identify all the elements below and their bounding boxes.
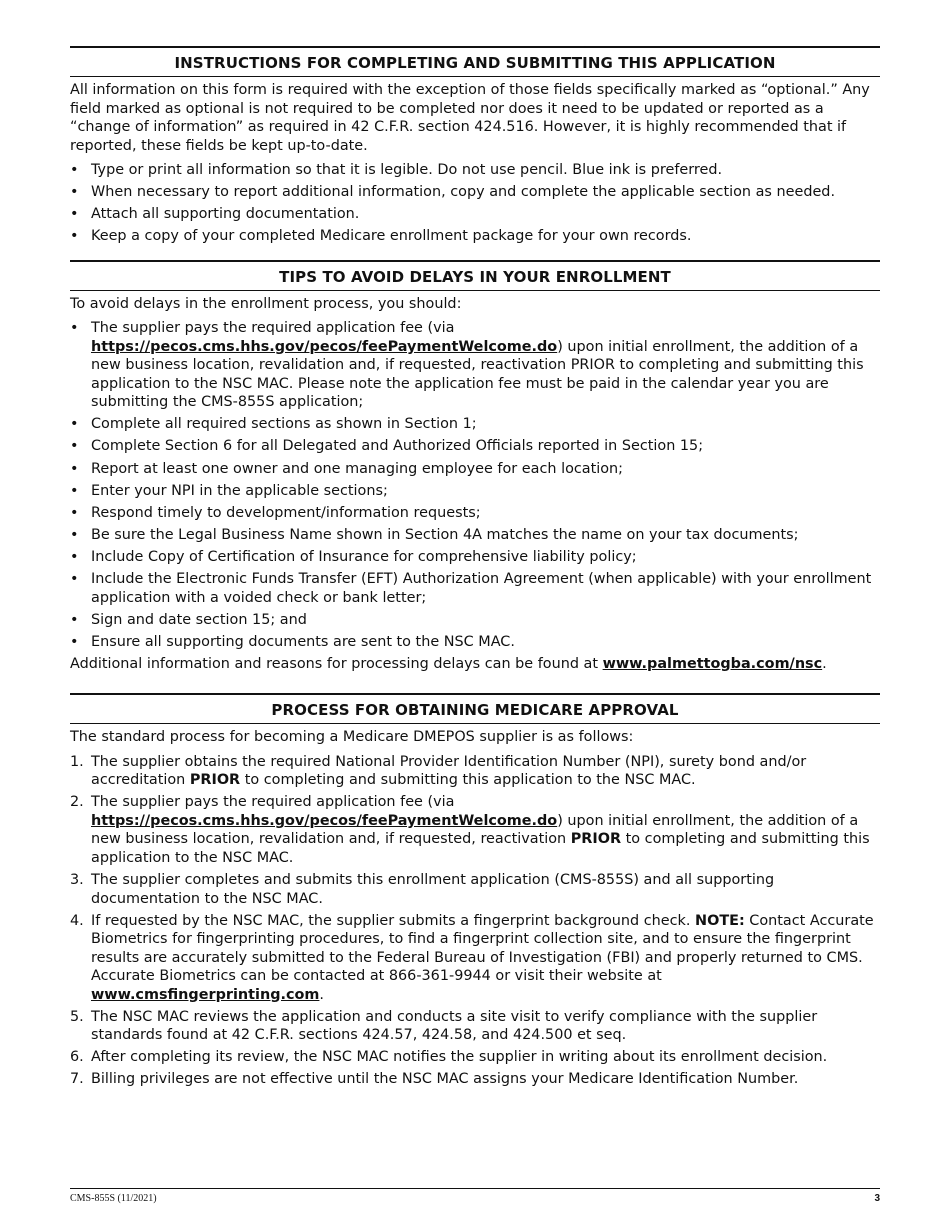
- step-5: 5. The NSC MAC reviews the application and conducts a site visit to verify compliance with the supplier standards found at 42 C.F.R. sections 424.57, 424.58, and 424.500 et seq.: [70, 1008, 818, 1044]
- step-number: 4.: [70, 912, 84, 929]
- bullet-icon: •: [70, 460, 79, 477]
- instructions-intro: All information on this form is required with the exception of those fields specifically marked as “optional.” Any field marked as optional is not required to be completed nor does it need to be updated or reported as a “change of information” as required in 42 C.F.R. section 424.516. However, it is highly recommended that if reported, these fields be kept up-to-date.: [70, 82, 870, 154]
- step-number: 1.: [70, 753, 84, 770]
- list-item: • Sign and date section 15; and: [70, 611, 307, 628]
- page-number: 3: [874, 1193, 880, 1204]
- bullet-icon: •: [70, 416, 79, 433]
- bullet-icon: •: [70, 438, 79, 455]
- list-item: • Type or print all information so that it is legible. Do not use pencil. Blue ink is preferred.: [70, 162, 723, 178]
- process-steps: [70, 753, 880, 1089]
- list-item: • Complete Section 6 for all Delegated and Authorized Officials reported in Section 15;: [70, 438, 704, 455]
- bullet-icon: •: [70, 526, 79, 543]
- list-item: • The supplier pays the required application fee (via https://pecos.cms.hhs.gov/pecos/feePaymentWelcome.do) upon initial enrollment, the addition of a new business location, revalidation and, if requested, reactivation PRIOR to completing and submitting this application to the NSC MAC. Please note the application fee must be paid in the calendar year you are submitting the CMS-855S application;: [70, 320, 864, 411]
- bullet-icon: •: [70, 162, 79, 178]
- step-number: 2.: [70, 794, 84, 811]
- fee-payment-link[interactable]: https://pecos.cms.hhs.gov/pecos/feePaymentWelcome.do: [91, 812, 558, 829]
- bullet-icon: •: [70, 504, 79, 521]
- page-footer: [70, 1188, 880, 1204]
- list-item: • Keep a copy of your completed Medicare enrollment package for your own records.: [70, 228, 692, 245]
- list-item: • Respond timely to development/information requests;: [70, 504, 481, 521]
- bullet-icon: •: [70, 611, 79, 628]
- list-item: • Include the Electronic Funds Transfer (EFT) Authorization Agreement (when applicable) with your enrollment application with a voided check or bank letter;: [70, 571, 872, 606]
- step-2: 2. The supplier pays the required application fee (via https://pecos.cms.hhs.gov/pecos/feePaymentWelcome.do) upon initial enrollment, the addition of a new business location, revalidation and, if requested, reactivation PRIOR to completing and submitting this application to the NSC MAC.: [70, 794, 870, 866]
- form-id: CMS-855S (11/2021): [70, 1193, 157, 1204]
- page-content: [70, 46, 880, 1092]
- palmetto-link[interactable]: www.palmettogba.com/nsc: [602, 655, 823, 672]
- bullet-icon: •: [70, 633, 79, 650]
- list-item: • Enter your NPI in the applicable sections;: [70, 482, 388, 499]
- bullet-icon: •: [70, 320, 79, 337]
- fingerprinting-link[interactable]: www.cmsfingerprinting.com: [91, 986, 320, 1003]
- step-number: 6.: [70, 1049, 84, 1066]
- list-item: • Ensure all supporting documents are sent to the NSC MAC.: [70, 633, 515, 650]
- tips-heading: TIPS TO AVOID DELAYS IN YOUR ENROLLMENT: [70, 260, 880, 291]
- instructions-list: [70, 161, 880, 246]
- tips-intro: To avoid delays in the enrollment process, you should:: [70, 295, 462, 312]
- instructions-heading: INSTRUCTIONS FOR COMPLETING AND SUBMITTING THIS APPLICATION: [70, 46, 880, 77]
- step-6: 6. After completing its review, the NSC MAC notifies the supplier in writing about its enrollment decision.: [70, 1049, 828, 1066]
- step-number: 5.: [70, 1008, 84, 1025]
- bullet-icon: •: [70, 206, 79, 223]
- step-number: 7.: [70, 1071, 84, 1088]
- list-item: • Attach all supporting documentation.: [70, 206, 360, 223]
- bullet-icon: •: [70, 548, 79, 565]
- list-item: • Be sure the Legal Business Name shown in Section 4A matches the name on your tax documents;: [70, 526, 799, 543]
- process-heading: PROCESS FOR OBTAINING MEDICARE APPROVAL: [70, 693, 880, 724]
- bullet-icon: •: [70, 228, 79, 245]
- step-3: 3. The supplier completes and submits this enrollment application (CMS-855S) and all supporting documentation to the NSC MAC.: [70, 872, 775, 907]
- list-item: • When necessary to report additional information, copy and complete the applicable section as needed.: [70, 184, 836, 201]
- bullet-icon: •: [70, 482, 79, 499]
- list-item: • Include Copy of Certification of Insurance for comprehensive liability policy;: [70, 548, 637, 565]
- step-number: 3.: [70, 872, 84, 888]
- step-4: 4. If requested by the NSC MAC, the supplier submits a fingerprint background check. NOTE: Contact Accurate Biometrics for fingerprinting procedures, to find a fingerprint collection site, and to ensure the fingerprint results are accurately submitted to the Federal Bureau of Investigation (FBI) and properly returned to CMS. Accurate Biometrics can be contacted at 866-361-9944 or visit their website at www.cmsfingerprinting.com.: [70, 912, 874, 1003]
- tips-list: [70, 319, 880, 651]
- step-7: 7. Billing privileges are not effective until the NSC MAC assigns your Medicare Identification Number.: [70, 1071, 799, 1088]
- step-1: 1. The supplier obtains the required National Provider Identification Number (NPI), surety bond and/or accreditation PRIOR to completing and submitting this application to the NSC MAC.: [70, 753, 807, 789]
- list-item: • Report at least one owner and one managing employee for each location;: [70, 460, 624, 477]
- fee-payment-link[interactable]: https://pecos.cms.hhs.gov/pecos/feePaymentWelcome.do: [91, 338, 558, 355]
- bullet-icon: •: [70, 184, 79, 201]
- process-intro: The standard process for becoming a Medicare DMEPOS supplier is as follows:: [70, 729, 634, 746]
- tips-closing: Additional information and reasons for processing delays can be found at www.palmettogba.com/nsc.: [70, 655, 827, 672]
- list-item: • Complete all required sections as shown in Section 1;: [70, 416, 477, 433]
- bullet-icon: •: [70, 571, 79, 588]
